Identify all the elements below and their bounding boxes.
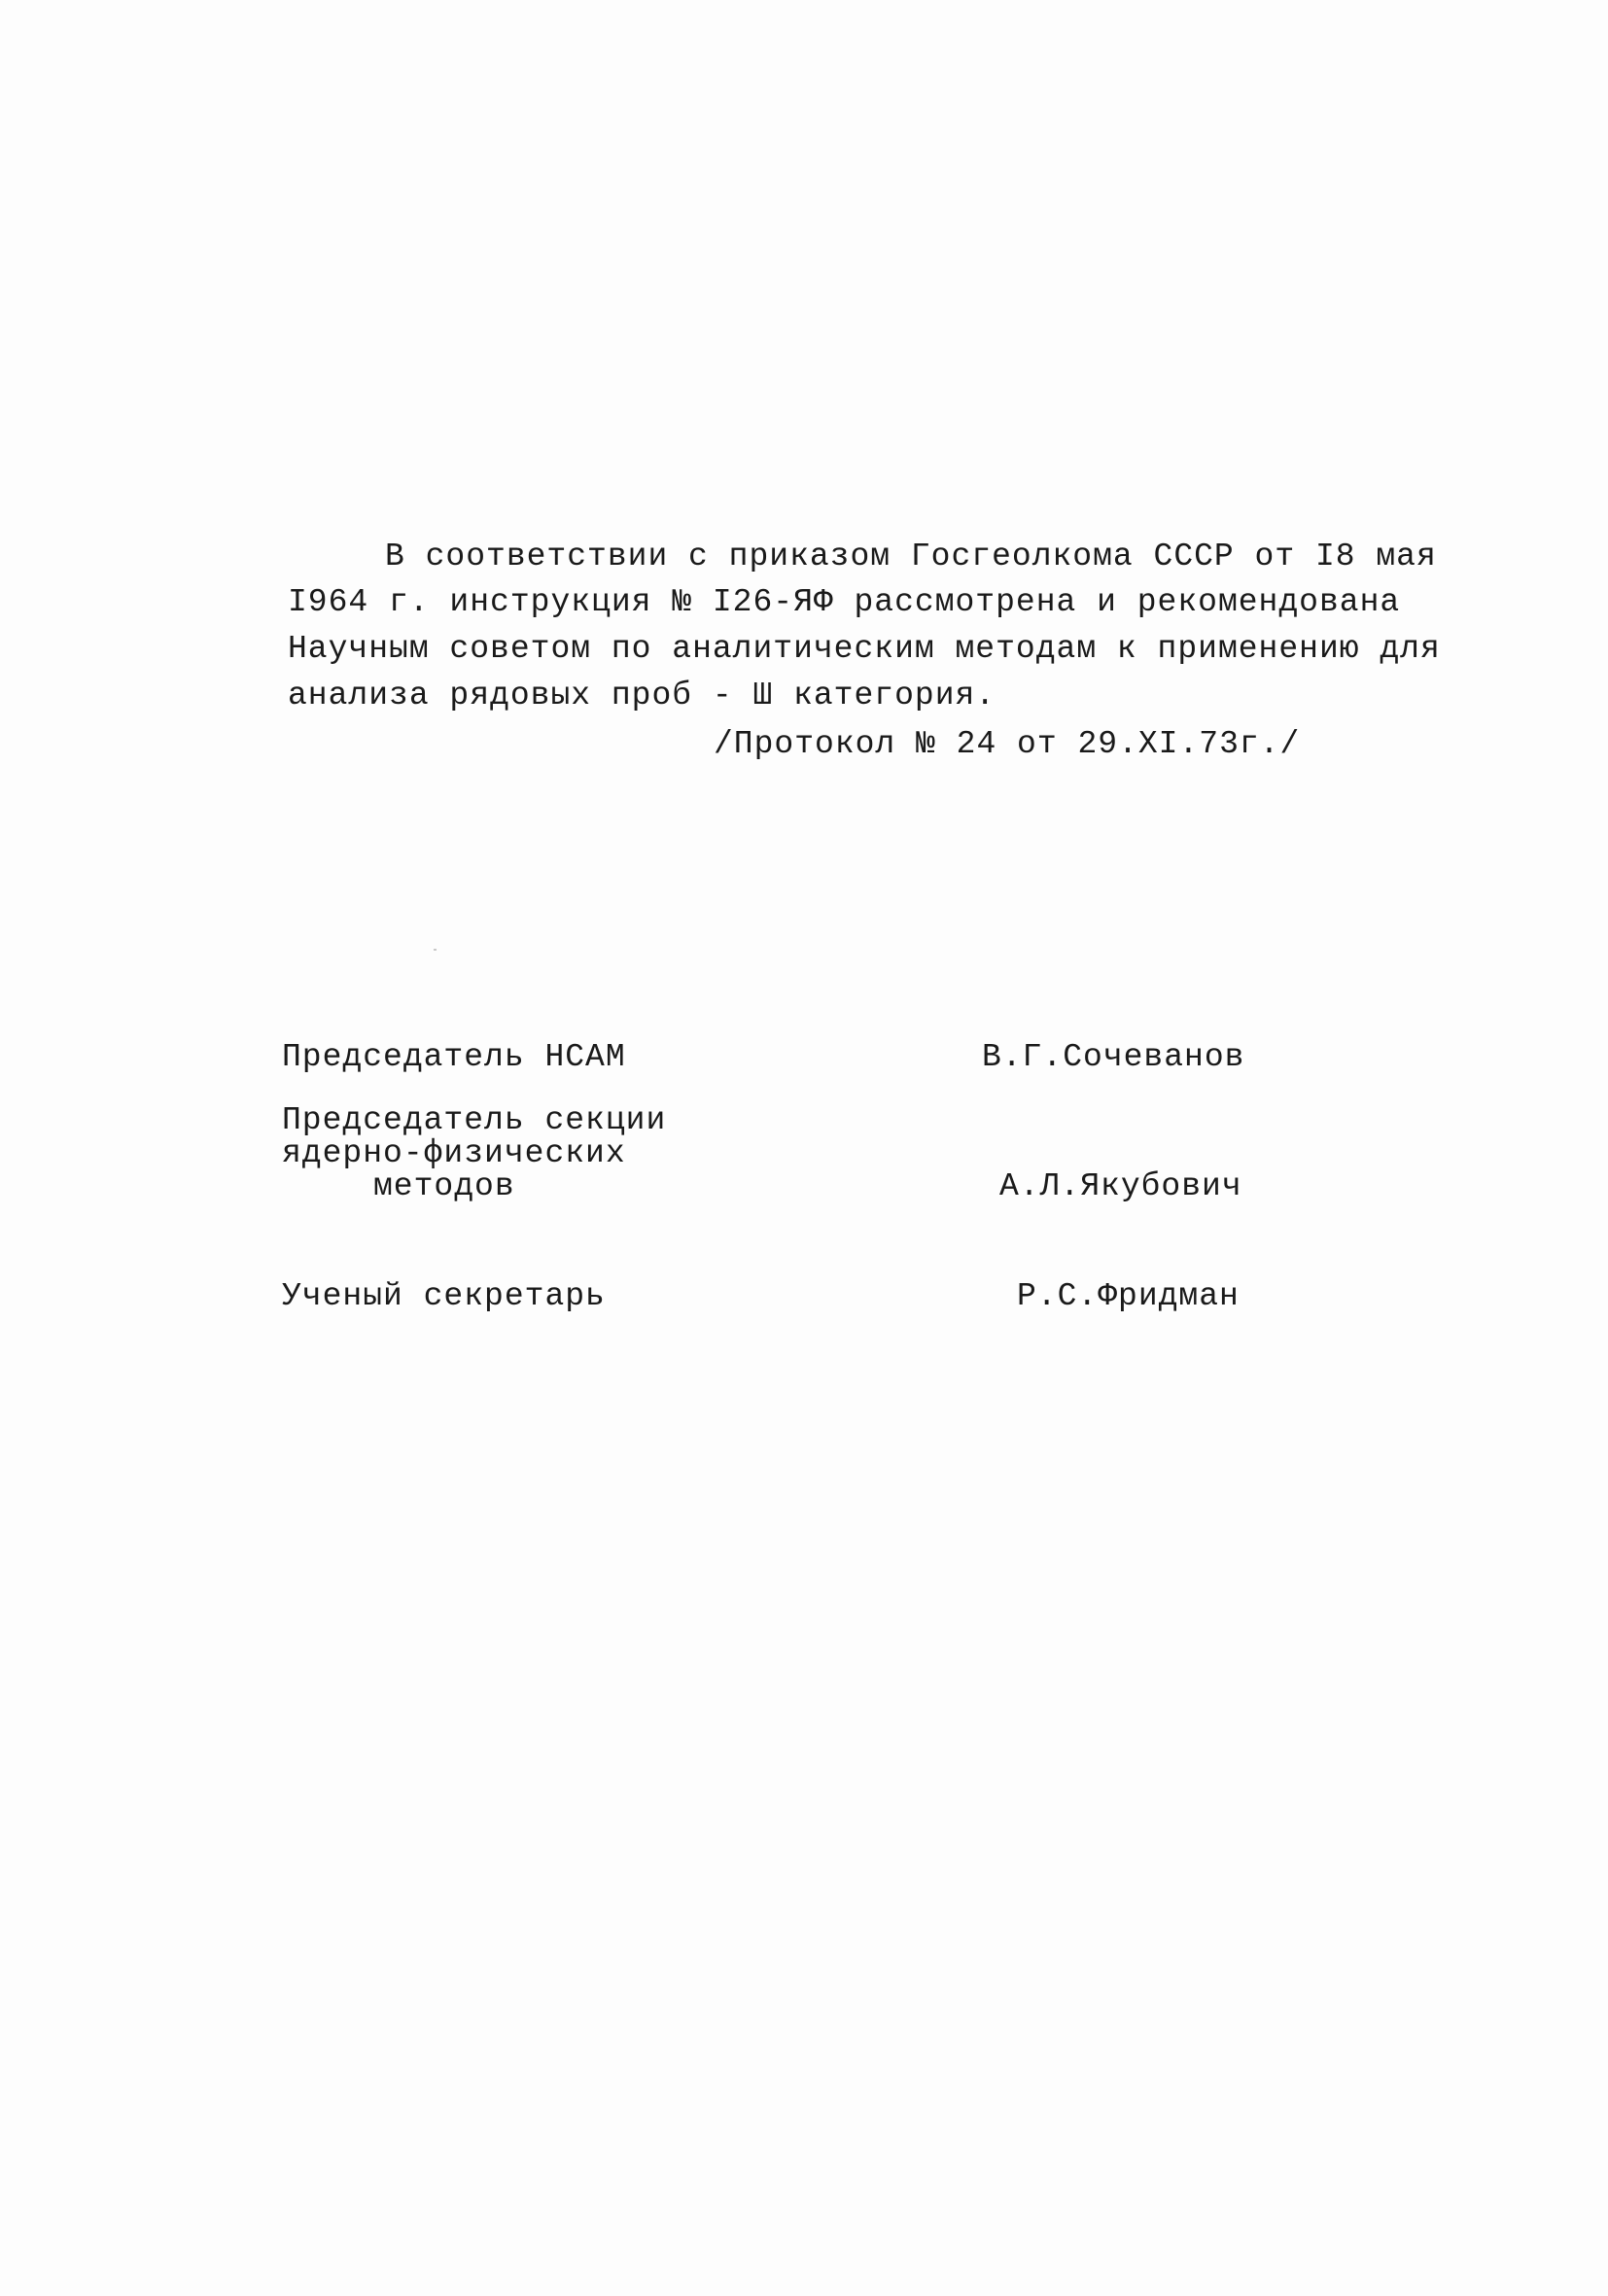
signatory-role-line: Председатель секции (282, 1102, 667, 1138)
protocol-reference: /Протокол № 24 от 29.XI.73г./ (714, 726, 1301, 762)
signatory-role: Ученый секретарь (282, 1278, 606, 1314)
paragraph-line: I964 г. инструкция № I26-ЯФ рассмотрена и рекомендована (288, 584, 1401, 620)
scan-speck (434, 949, 437, 951)
signatory-role-line: ядерно-физических (282, 1135, 626, 1171)
paragraph-line: Научным советом по аналитическим методам к применению для (288, 631, 1441, 667)
paragraph-line: анализа рядовых проб - Ш категория. (288, 678, 996, 713)
paragraph-line: В соответствии с приказом Госгеолкома СССР от I8 мая (385, 539, 1437, 574)
signatory-role-line: методов (373, 1168, 515, 1204)
signatory-name: А.Л.Якубович (999, 1168, 1242, 1204)
signatory-name: В.Г.Сочеванов (982, 1039, 1245, 1075)
signatory-role: Председатель НСАМ (282, 1039, 626, 1075)
signatory-name: Р.С.Фридман (1017, 1278, 1240, 1314)
